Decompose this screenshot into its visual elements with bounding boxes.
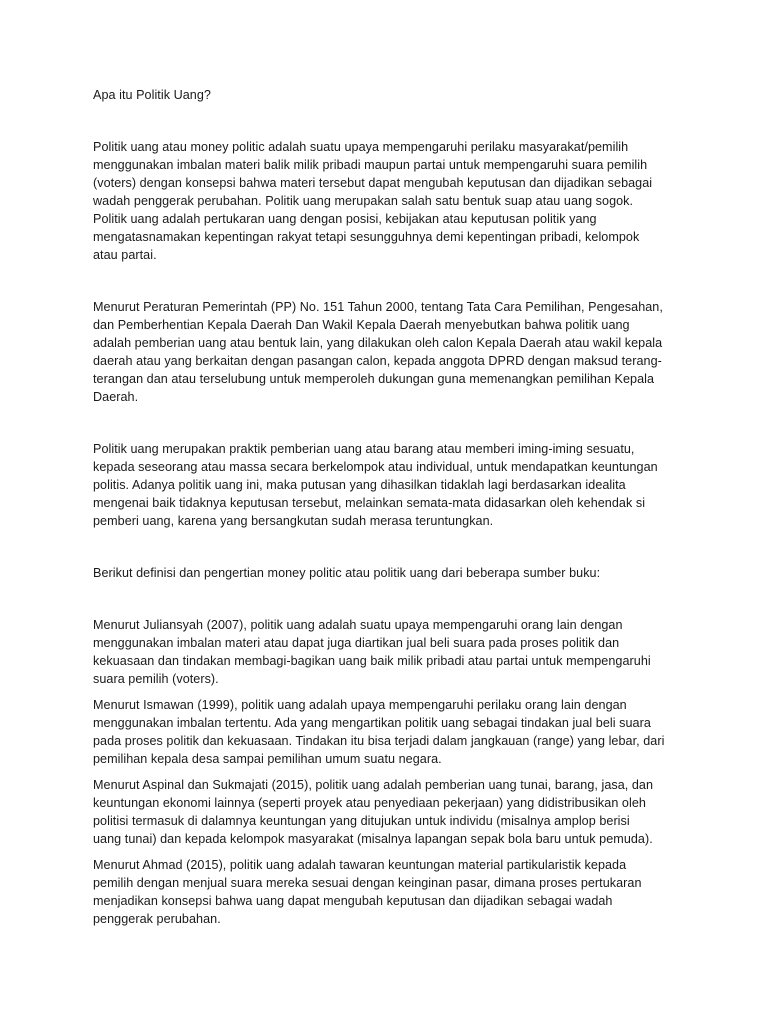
paragraph-line: kepada seseorang atau massa secara berkelompok atau individual, untuk mendapatkan keuntungan <box>93 460 658 474</box>
paragraph-line: (voters) dengan konsepsi bahwa materi tersebut dapat mengubah keputusan dan dijadikan sebagai <box>93 176 653 190</box>
paragraph-line: daerah atau yang berkaitan dengan pasangan calon, kepada anggota DPRD dengan maksud terang- <box>93 354 662 368</box>
paragraph-line: pemberi uang, karena yang bersangkutan sudah merasa teruntungkan. <box>93 514 494 528</box>
paragraph-line: penggerak perubahan. <box>93 912 221 926</box>
paragraph-line: keuntungan ekonomi lainnya (seperti proyek atau penyediaan pekerjaan) yang didistribusikan oleh <box>93 796 646 810</box>
paragraph-regulation <box>93 298 681 406</box>
paragraph-line: Menurut Ismawan (1999), politik uang adalah upaya mempengaruhi perilaku orang lain dengan <box>93 698 627 712</box>
paragraph-line: Politik uang atau money politic adalah suatu upaya mempengaruhi perilaku masyarakat/pemilih <box>93 140 629 154</box>
paragraph-line: Daerah. <box>93 390 139 404</box>
paragraph-line: uang tunai) dan kepada kelompok masyarakat (misalnya lapangan sepak bola baru untuk pemuda). <box>93 832 653 846</box>
document-page <box>93 86 681 928</box>
paragraph-line: atau partai. <box>93 248 157 262</box>
paragraph-line: dan Pemberhentian Kepala Daerah Dan Wakil Kepala Daerah menyebutkan bahwa politik uang <box>93 318 630 332</box>
paragraph-line: menjadikan konsepsi bahwa uang dapat mengubah keputusan dan dijadikan sebagai wadah <box>93 894 613 908</box>
paragraph-line: suara pemilih (voters). <box>93 672 219 686</box>
paragraph-practice <box>93 440 681 530</box>
paragraph-line: pemilih dengan menjual suara mereka sesuai dengan keinginan pasar, dimana proses pertukaran <box>93 876 642 890</box>
paragraph-definition <box>93 138 681 264</box>
paragraph-line: menggunakan imbalan tertentu. Ada yang mengartikan politik uang sebagai tindakan jual beli suara <box>93 716 651 730</box>
paragraph-juliansyah <box>93 616 681 688</box>
paragraph-line: mengenai baik tidaknya keputusan tersebut, melainkan semata-mata didasarkan oleh kehendak si <box>93 496 646 510</box>
paragraph-ismawan <box>93 696 681 768</box>
paragraph-line: politis. Adanya politik uang ini, maka putusan yang dihasilkan tidaklah lagi berdasarkan idealita <box>93 478 626 492</box>
paragraph-line: Menurut Aspinal dan Sukmajati (2015), politik uang adalah pemberian uang tunai, barang, jasa, dan <box>93 778 654 792</box>
paragraph-line: Menurut Peraturan Pemerintah (PP) No. 151 Tahun 2000, tentang Tata Cara Pemilihan, Pengesahan, <box>93 300 663 314</box>
paragraph-line: kekuasaan dan tindakan membagi-bagikan uang baik milik pribadi atau partai untuk mempengaruhi <box>93 654 651 668</box>
paragraph-intro-sources <box>93 564 681 582</box>
paragraph-line: Politik uang adalah pertukaran uang dengan posisi, kebijakan atau keputusan politik yang <box>93 212 597 226</box>
paragraph-line: pada proses politik dan kekuasaan. Tindakan itu bisa terjadi dalam jangkauan (range) yang lebar, dari <box>93 734 665 748</box>
paragraph-line: adalah pemberian uang atau bentuk lain, yang dilakukan oleh calon Kepala Daerah atau wakil kepala <box>93 336 663 350</box>
paragraph-line: mengatasnamakan kepentingan rakyat tetapi sesungguhnya demi kepentingan pribadi, kelompok <box>93 230 640 244</box>
paragraph-ahmad <box>93 856 681 928</box>
paragraph-line: menggunakan imbalan materi atau dapat juga diartikan jual beli suara pada proses politik dan <box>93 636 620 650</box>
paragraph-line: wadah penggerak perubahan. Politik uang merupakan salah satu bentuk suap atau uang sogok. <box>93 194 634 208</box>
paragraph-line: pemilihan kepala desa sampai pemilihan umum suatu negara. <box>93 752 442 766</box>
paragraph-aspinal <box>93 776 681 848</box>
paragraph-line: menggunakan imbalan materi balik milik pribadi maupun partai untuk mempengaruhi suara pemilih <box>93 158 648 172</box>
paragraph-line: Menurut Juliansyah (2007), politik uang adalah suatu upaya mempengaruhi orang lain dengan <box>93 618 623 632</box>
paragraph-line: Menurut Ahmad (2015), politik uang adalah tawaran keuntungan material partikularistik kepada <box>93 858 627 872</box>
paragraph-line: Politik uang merupakan praktik pemberian uang atau barang atau memberi iming-iming sesuatu, <box>93 442 635 456</box>
paragraph-line: terangan dan atau terselubung untuk memperoleh dukungan guna memenangkan pemilihan Kepala <box>93 372 655 386</box>
document-title: Apa itu Politik Uang? <box>93 88 211 102</box>
paragraph-line: politisi termasuk di dalamnya keuntungan yang ditujukan untuk individu (misalnya amplop berisi <box>93 814 630 828</box>
paragraph-line: Berikut definisi dan pengertian money politic atau politik uang dari beberapa sumber buku: <box>93 566 601 580</box>
